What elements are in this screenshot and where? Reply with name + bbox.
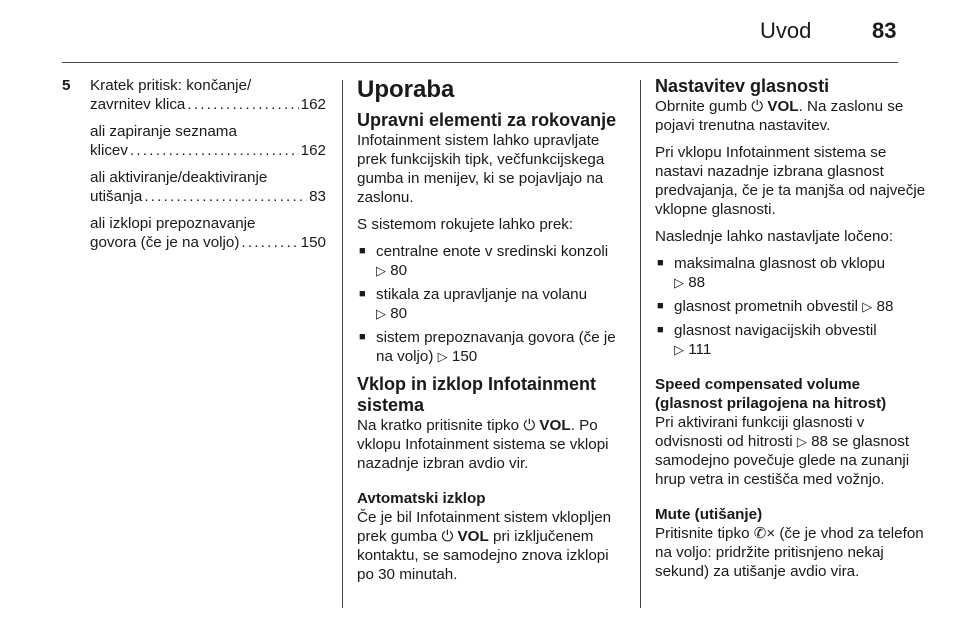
header-rule — [62, 62, 898, 63]
item-number: 5 — [62, 77, 71, 94]
page-ref[interactable]: 88 — [688, 274, 706, 291]
page-ref[interactable]: 80 — [390, 305, 408, 322]
minor-heading: Speed compensated volume (glasnost prilagojena na hitrost) — [655, 376, 887, 412]
section-heading: Uporaba — [357, 76, 455, 103]
paragraph: Pri aktivirani funkciji glasnosti v odvisnosti od hitrosti ▷ 88 se glasnost samodejno povečuje glede na zunanji hrup vetra in cestišča med vožnjo. — [655, 414, 910, 488]
toc-entry[interactable]: Kratek pritisk: končanje/ zavrnitev klica . . . 162 — [90, 76, 326, 114]
triangle-ref-icon: ▷ — [376, 263, 386, 278]
subsection-heading: Vklop in izklop Infotainment sistema — [357, 374, 597, 415]
bullet-list — [357, 242, 629, 366]
power-icon: ⏻ — [523, 417, 536, 434]
column-3 — [655, 76, 927, 589]
paragraph: Pri vklopu Infotainment sistema se nastavi nazadnje izbrana glasnost predvajanja, če je ta manjša od največje vklopne glasnosti. — [655, 144, 926, 218]
triangle-ref-icon: ▷ — [674, 275, 684, 290]
page-ref[interactable]: 111 — [688, 341, 712, 358]
subsection-heading: Nastavitev glasnosti — [655, 76, 830, 96]
list-item: ■ sistem prepoznavanja govora (če je na voljo) ▷ 150 — [357, 328, 629, 366]
page-ref[interactable]: 150 — [451, 348, 478, 365]
triangle-ref-icon: ▷ — [376, 306, 386, 321]
page-ref[interactable]: 88 — [876, 298, 894, 315]
triangle-ref-icon: ▷ — [674, 342, 684, 357]
column-divider-1 — [342, 80, 343, 608]
power-icon: ⏻ — [441, 528, 454, 545]
minor-heading: Avtomatski izklop — [357, 490, 486, 507]
paragraph: Infotainment sistem lahko upravljate prek funkcijskih tipk, večfunkcijskega gumba in menijev, ki se pojavljajo na zaslonu. — [357, 132, 605, 206]
page-header-title: Uvod — [760, 18, 812, 43]
minor-heading: Mute (utišanje) — [655, 506, 763, 523]
page-ref[interactable]: 88 — [811, 433, 828, 450]
triangle-ref-icon: ▷ — [796, 434, 807, 449]
subsection-heading: Upravni elementi za rokovanje — [357, 110, 617, 130]
paragraph: Če je bil Infotainment sistem vklopljen prek gumba ⏻ VOL pri izključenem kontaktu, se samodejno znova izklopi po 30 minutah. — [357, 509, 612, 583]
list-item: ■ maksimalna glasnost ob vklopu ▷ 88 — [655, 254, 927, 292]
list-item: ■ glasnost navigacijskih obvestil ▷ 111 — [655, 321, 927, 359]
page-ref[interactable]: 80 — [390, 262, 408, 279]
column-divider-2 — [640, 80, 641, 608]
paragraph: Na kratko pritisnite tipko ⏻ VOL. Po vklopu Infotainment sistema se vklopi nazadnje izbran avdio vir. — [357, 417, 609, 472]
paragraph: Pritisnite tipko ✆× (če je vhod za telefon na voljo: pridržite pritisnjeno nekaj sekund) za utišanje avdio vira. — [655, 525, 924, 580]
numbered-item — [62, 76, 326, 252]
paragraph: Obrnite gumb ⏻ VOL. Na zaslonu se pojavi trenutna nastavitev. — [655, 98, 904, 134]
paragraph: Naslednje lahko nastavljate ločeno: — [655, 228, 894, 245]
phone-mute-icon: ✆× — [753, 525, 776, 542]
column-1 — [62, 76, 326, 262]
list-item: ■ stikala za upravljanje na volanu ▷ 80 — [357, 285, 629, 323]
list-item: ■ glasnost prometnih obvestil ▷ 88 — [655, 297, 927, 316]
toc-entry[interactable]: ali aktiviranje/deaktiviranje utišanja . . . 83 — [90, 168, 326, 206]
toc-entry[interactable]: ali izklopi prepoznavanje govora (če je na voljo) . . . 150 — [90, 214, 326, 252]
power-icon: ⏻ — [751, 98, 764, 115]
column-2 — [357, 76, 629, 592]
page-number: 83 — [872, 18, 897, 43]
bullet-list — [655, 254, 927, 359]
toc-entry[interactable]: ali zapiranje seznama klicev . . . 162 — [90, 122, 326, 160]
paragraph: S sistemom rokujete lahko prek: — [357, 216, 574, 233]
list-item: ■ centralne enote v sredinski konzoli ▷ 80 — [357, 242, 629, 280]
triangle-ref-icon: ▷ — [862, 299, 873, 314]
triangle-ref-icon: ▷ — [437, 349, 448, 364]
